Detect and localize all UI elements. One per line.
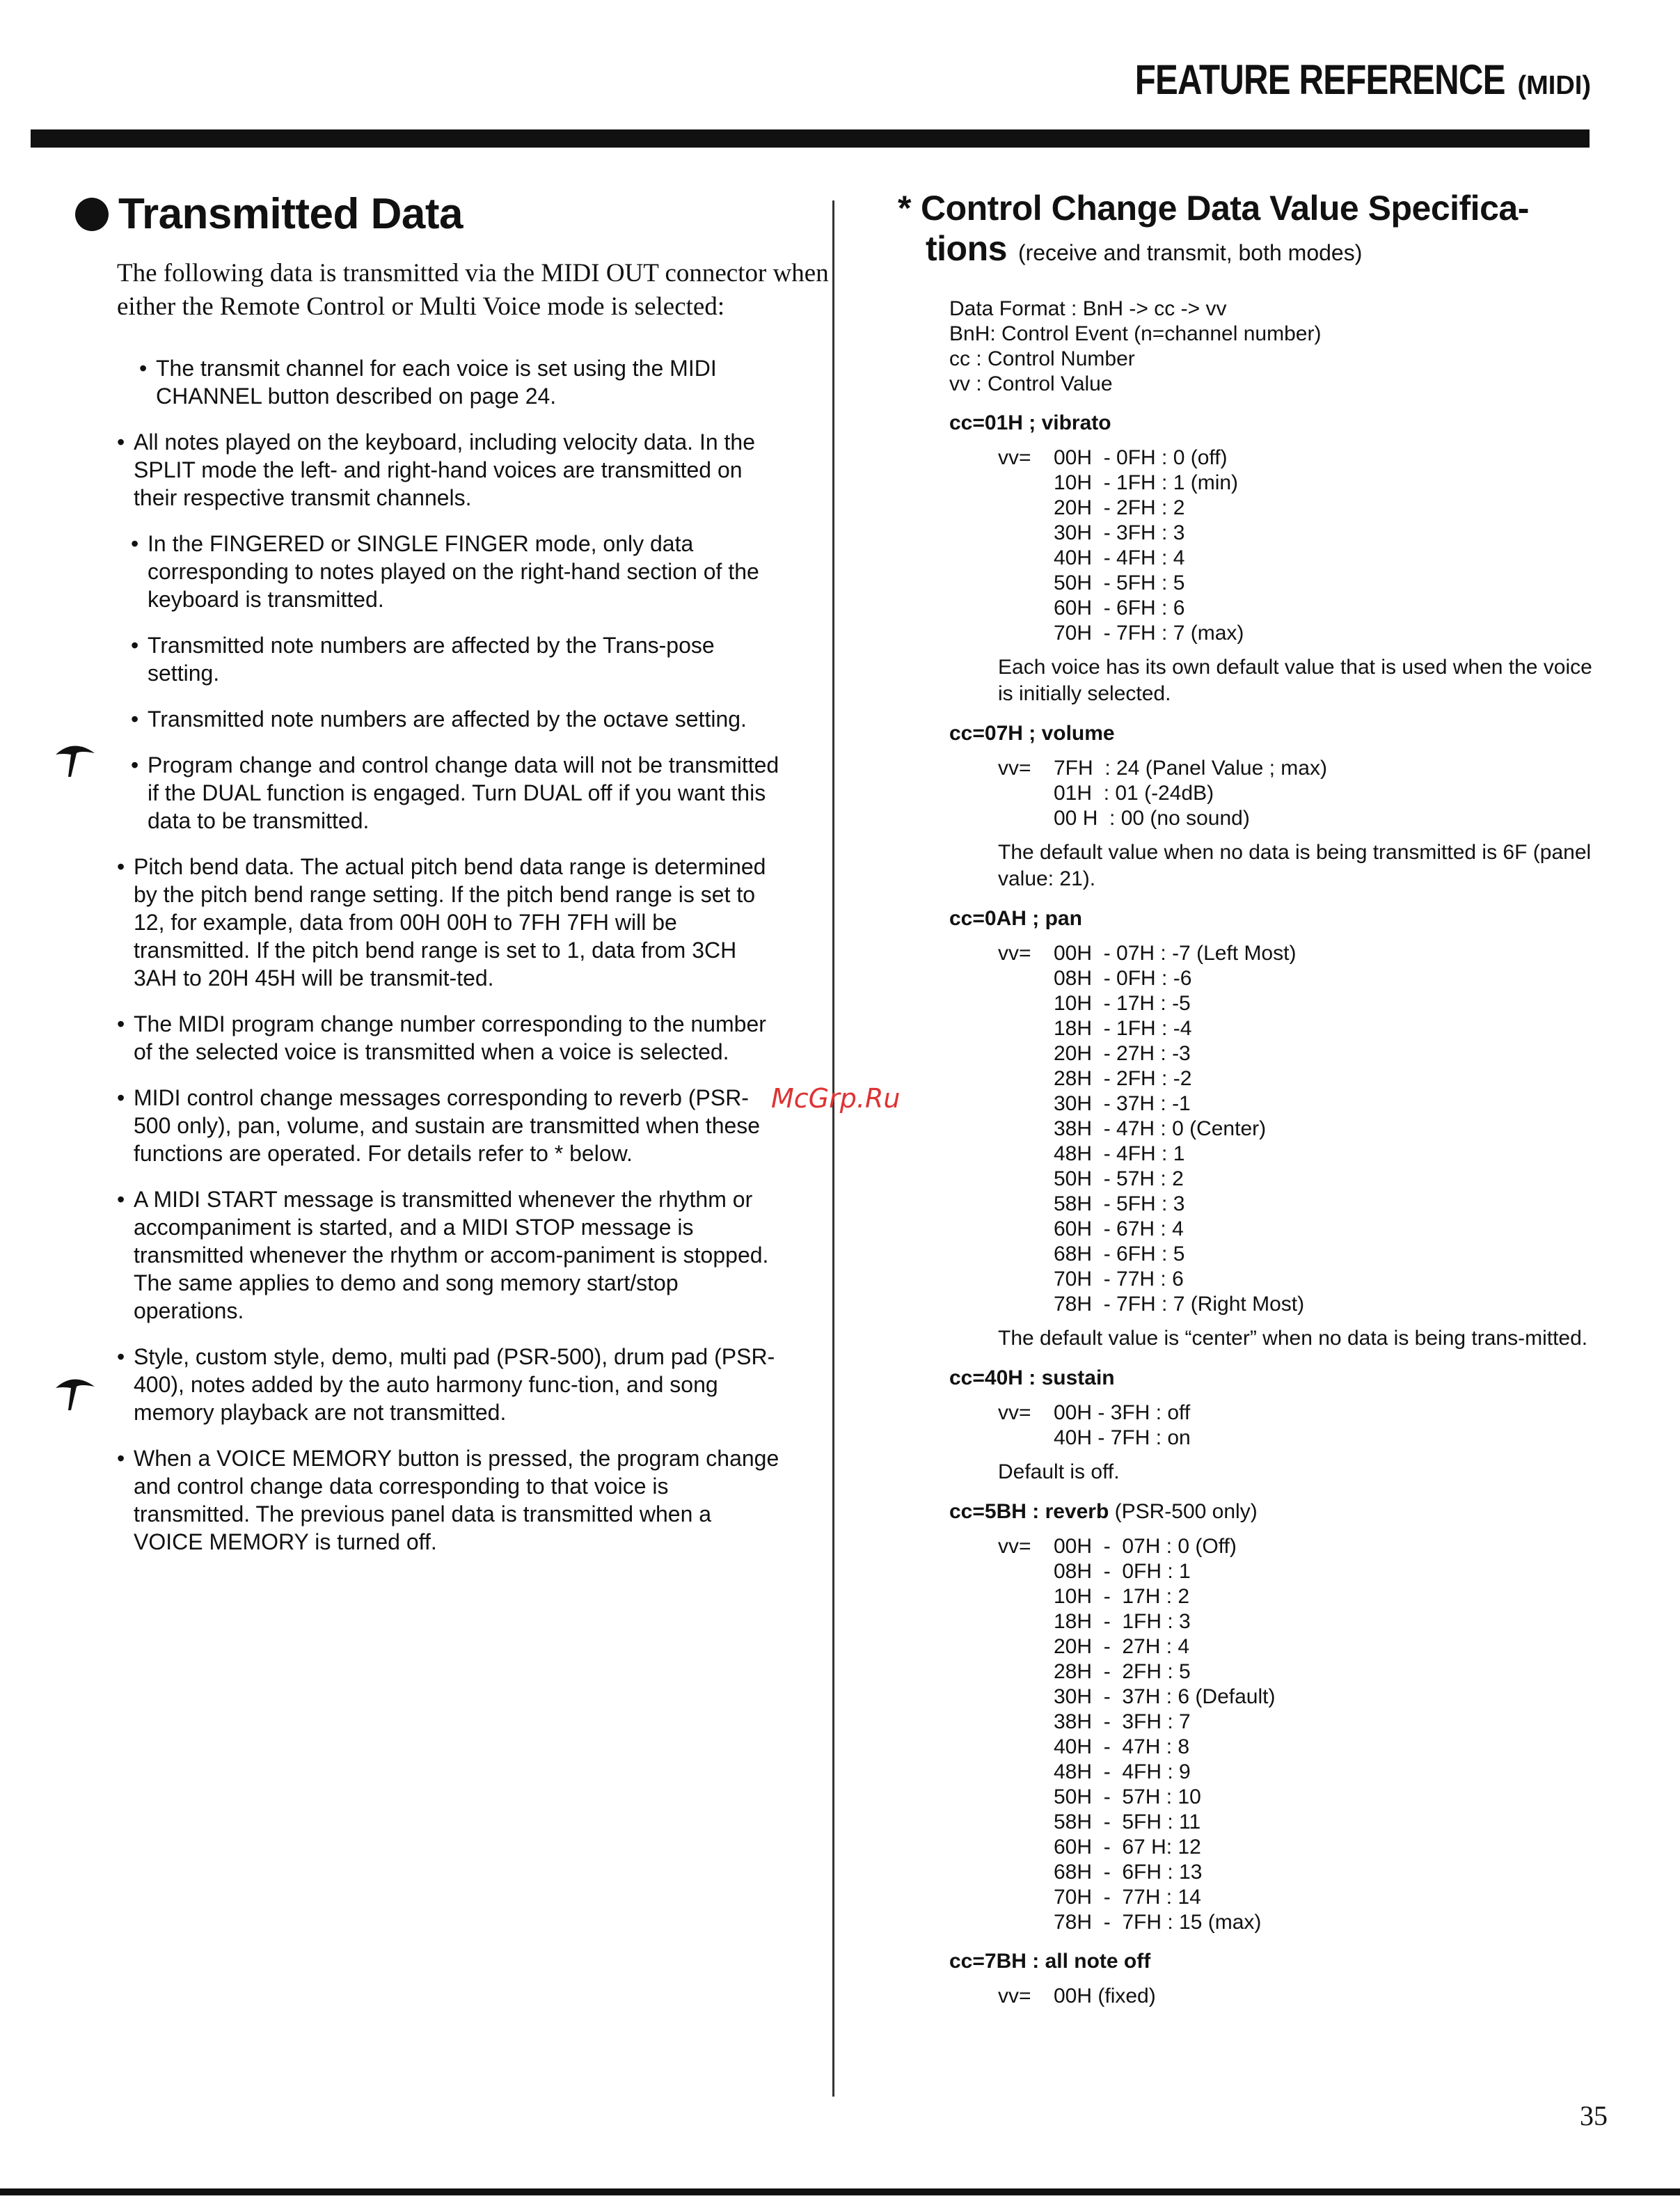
format-line: cc : Control Number	[949, 347, 1135, 370]
cc-block	[949, 906, 1608, 1352]
value-row: 00H - 07H : -7 (Left Most)	[1054, 942, 1297, 965]
left-column	[75, 189, 829, 1574]
value-row: 58H - 5FH : 11	[1054, 1810, 1201, 1833]
value-row: 78H - 7FH : 7 (Right Most)	[1054, 1293, 1305, 1316]
cc-note: Default is off.	[998, 1460, 1120, 1483]
header-rule	[31, 129, 1590, 148]
vv-label: vv=	[998, 1401, 1031, 1424]
cc-heading	[949, 1949, 1608, 1974]
value-row: 00H (fixed)	[1054, 1985, 1156, 2007]
value-row: 00 H : 00 (no sound)	[1054, 807, 1250, 830]
vv-label: vv=	[998, 757, 1031, 780]
cc-note: Each voice has its own default value that is used when the voice is initially selected.	[998, 656, 1592, 705]
value-row: 20H - 27H : -3	[1054, 1042, 1191, 1065]
cc-heading	[949, 1499, 1608, 1524]
cc-heading-text: cc=5BH : reverb	[949, 1500, 1109, 1523]
value-row: 40H - 47H : 8	[1054, 1735, 1190, 1758]
cc-title-line1: Control Change Data Value Specifica-	[920, 189, 1529, 228]
value-table	[998, 756, 1608, 831]
intro-paragraph: The following data is transmitted via the MIDI OUT connector when either the Remote Control or Multi Voice mode is selected:	[117, 259, 829, 321]
value-table	[998, 1984, 1608, 2009]
cc-block-list	[898, 411, 1608, 2009]
cc-note: The default value when no data is being transmitted is 6F (panel value: 21).	[998, 841, 1592, 890]
column-divider	[832, 200, 834, 2097]
page-header	[1054, 56, 1591, 104]
value-row: 38H - 3FH : 7	[1054, 1710, 1191, 1733]
value-row: 48H - 4FH : 9	[1054, 1760, 1191, 1783]
cc-block	[949, 1499, 1608, 1935]
list-item: • MIDI control change messages corresponding to reverb (PSR-500 only), pan, volume, and sustain are transmitted when these functions are operated. For details refer to * below.	[117, 1084, 785, 1167]
value-row: 28H - 2FH : -2	[1054, 1067, 1192, 1090]
value-row: 48H - 4FH : 1	[1054, 1142, 1185, 1165]
value-row: 60H - 6FH : 6	[1054, 597, 1185, 620]
value-table	[998, 1401, 1608, 1451]
cc-title-line2: tions	[926, 229, 1007, 268]
value-row: 18H - 1FH : -4	[1054, 1017, 1192, 1040]
value-row: 68H - 6FH : 5	[1054, 1242, 1185, 1265]
data-format	[949, 297, 1608, 397]
format-line: Data Format : BnH -> cc -> vv	[949, 297, 1227, 320]
list-item: • A MIDI START message is transmitted whenever the rhythm or accompaniment is started, and a MIDI STOP message is transmitted whenever the rhythm or accom-paniment is stopped. The same applies to demo and song memory start/stop operations.	[117, 1185, 785, 1325]
value-row: 30H - 37H : 6 (Default)	[1054, 1685, 1276, 1708]
value-row: 20H - 27H : 4	[1054, 1635, 1190, 1658]
cc-heading	[949, 906, 1608, 931]
value-row: 70H - 7FH : 7 (max)	[1054, 622, 1244, 645]
cc-note: The default value is “center” when no data is being trans-mitted.	[998, 1327, 1588, 1350]
section-title	[75, 189, 785, 239]
watermark: McGrp.Ru	[771, 1083, 901, 1114]
format-line: vv : Control Value	[949, 372, 1113, 395]
cc-heading-text: cc=01H ; vibrato	[949, 411, 1111, 434]
value-row: 20H - 2FH : 2	[1054, 496, 1185, 519]
value-row: 70H - 77H : 6	[1054, 1268, 1184, 1291]
margin-mark-icon	[53, 1371, 97, 1413]
value-row: 40H - 4FH : 4	[1054, 546, 1185, 569]
list-item: • The MIDI program change number corresponding to the number of the selected voice is transmitted when a voice is selected.	[117, 1010, 785, 1066]
value-row: 00H - 3FH : off	[1054, 1401, 1191, 1424]
cc-heading	[949, 1366, 1608, 1391]
header-subtitle: (MIDI)	[1517, 71, 1591, 100]
cc-heading	[949, 721, 1608, 746]
cc-heading-text: cc=0AH ; pan	[949, 907, 1082, 930]
value-row: 50H - 57H : 10	[1054, 1785, 1201, 1808]
value-row: 28H - 2FH : 5	[1054, 1660, 1191, 1683]
value-table	[998, 941, 1608, 1317]
asterisk: *	[898, 189, 911, 228]
list-item: • Pitch bend data. The actual pitch bend data range is determined by the pitch bend range setting. If the pitch bend range is set to 12, for example, data from 00H 00H to 7FH 7FH will be transmitted. If the pitch bend range is set to 1, data from 3CH 3AH to 20H 45H will be transmit-ted.	[117, 853, 785, 992]
value-row: 08H - 0FH : 1	[1054, 1560, 1191, 1583]
list-item: • All notes played on the keyboard, including velocity data. In the SPLIT mode the left- and right-hand voices are transmitted on their respective transmit channels.	[117, 428, 785, 512]
cc-title-paren: (receive and transmit, both modes)	[1017, 240, 1363, 265]
value-table	[998, 445, 1608, 646]
list-item: • Transmitted note numbers are affected by the Trans-pose setting.	[131, 631, 785, 687]
value-row: 38H - 47H : 0 (Center)	[1054, 1117, 1267, 1140]
value-row: 50H - 5FH : 5	[1054, 571, 1185, 594]
bullet-icon	[75, 198, 109, 231]
value-row: 18H - 1FH : 3	[1054, 1610, 1191, 1633]
value-row: 30H - 3FH : 3	[1054, 521, 1185, 544]
cc-heading-text: cc=07H ; volume	[949, 722, 1115, 745]
value-row: 70H - 77H : 14	[1054, 1886, 1201, 1909]
header-title: FEATURE REFERENCE	[1134, 56, 1505, 103]
vv-label: vv=	[998, 942, 1031, 965]
cc-heading	[949, 411, 1608, 436]
value-row: 40H - 7FH : on	[1054, 1426, 1191, 1449]
list-item: • When a VOICE MEMORY button is pressed, the program change and control change data corresponding to that voice is transmitted. The previous panel data is transmitted when a VOICE MEMORY is turned off.	[117, 1444, 785, 1556]
list-item: • Program change and control change data will not be transmitted if the DUAL function is engaged. Turn DUAL off if you want this data to be transmitted.	[131, 751, 785, 835]
cc-section-title	[898, 188, 1608, 273]
value-row: 30H - 37H : -1	[1054, 1092, 1191, 1115]
cc-block	[949, 411, 1608, 707]
page-number: 35	[1580, 2100, 1608, 2131]
value-row: 58H - 5FH : 3	[1054, 1192, 1185, 1215]
cc-heading-text: cc=40H : sustain	[949, 1366, 1115, 1389]
format-line: BnH: Control Event (n=channel number)	[949, 322, 1322, 345]
vv-label: vv=	[998, 446, 1031, 469]
value-row: 10H - 17H : -5	[1054, 992, 1191, 1015]
right-column	[898, 188, 1608, 2009]
cc-block	[949, 721, 1608, 892]
value-row: 10H - 1FH : 1 (min)	[1054, 471, 1239, 494]
value-row: 60H - 67 H: 12	[1054, 1836, 1201, 1859]
list-item: • The transmit channel for each voice is set using the MIDI CHANNEL button described on page 24.	[139, 354, 785, 410]
value-row: 78H - 7FH : 15 (max)	[1054, 1911, 1262, 1934]
value-row: 08H - 0FH : -6	[1054, 967, 1192, 990]
cc-heading-extra: (PSR-500 only)	[1109, 1500, 1258, 1523]
footer-rule	[0, 2188, 1680, 2195]
value-row: 50H - 57H : 2	[1054, 1167, 1184, 1190]
value-table	[998, 1534, 1608, 1935]
value-row: 60H - 67H : 4	[1054, 1217, 1184, 1240]
value-row: 00H - 07H : 0 (Off)	[1054, 1535, 1237, 1558]
bullet-list	[75, 354, 785, 1556]
value-row: 00H - 0FH : 0 (off)	[1054, 446, 1228, 469]
cc-block	[949, 1366, 1608, 1485]
list-item: • Transmitted note numbers are affected by the octave setting.	[131, 705, 785, 733]
cc-block	[949, 1949, 1608, 2009]
value-row: 01H : 01 (-24dB)	[1054, 782, 1214, 805]
margin-mark-icon	[53, 738, 97, 780]
value-row: 10H - 17H : 2	[1054, 1585, 1190, 1608]
cc-heading-text: cc=7BH : all note off	[949, 1950, 1151, 1973]
value-row: 7FH : 24 (Panel Value ; max)	[1054, 757, 1327, 780]
list-item: • In the FINGERED or SINGLE FINGER mode, only data corresponding to notes played on the right-hand section of the keyboard is transmitted.	[131, 530, 785, 613]
vv-label: vv=	[998, 1985, 1031, 2007]
value-row: 68H - 6FH : 13	[1054, 1861, 1203, 1884]
list-item: • Style, custom style, demo, multi pad (PSR-500), drum pad (PSR-400), notes added by the auto harmony func-tion, and song memory playback are not transmitted.	[117, 1343, 785, 1426]
vv-label: vv=	[998, 1535, 1031, 1558]
section-title-text: Transmitted Data	[118, 190, 463, 238]
